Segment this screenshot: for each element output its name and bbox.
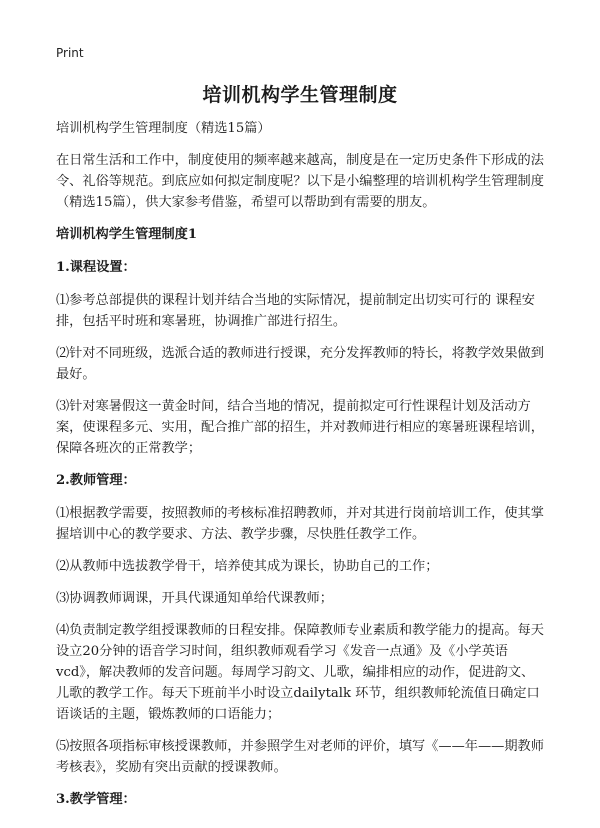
- page-title: 培训机构学生管理制度: [202, 84, 398, 106]
- teacher-item-5: ⑸按照各项指标审核授课教师，并参照学生对老师的评价，填写《——年——期教师考核表》，奖励有突出贡献的授课教师。: [56, 739, 544, 775]
- teacher-item-1: ⑴根据教学需要，按照教师的考核标准招聘教师，并对其进行岗前培训工作，使其掌握培训中心的教学要求、方法、教学步骤，尽快胜任教学工作。: [56, 506, 544, 542]
- document-subtitle: 培训机构学生管理制度（精选15篇）: [56, 121, 271, 136]
- teacher-item-4: ⑷负责制定教学组授课教师的日程安排。保障教师专业素质和教学能力的提高。每天设立20分钟的语音学习时间，组织教师观看学习《发音一点通》及《小学英语vcd》，解决教师的发音问题。每周学习韵文、儿歌，编排相应的动作，促进韵文、儿歌的教学工作。每天下班前半小时设立dailytalk 环节，组织教师轮流值日确定口语谈话的主题，锻炼教师的口语能力；: [56, 623, 544, 722]
- section-heading: 培训机构学生管理制度1: [56, 227, 198, 242]
- print-link[interactable]: Print: [56, 46, 84, 60]
- course-item-1: ⑴参考总部提供的课程计划并结合当地的实际情况，提前制定出切实可行的 课程安排，包括平时班和寒暑班，协调推广部进行招生。: [56, 293, 535, 329]
- course-item-2: ⑵针对不同班级，选派合适的教师进行授课，充分发挥教师的特长，将教学效果做到最好。: [56, 346, 544, 382]
- teacher-heading: 2.教师管理：: [56, 473, 136, 488]
- teaching-heading: 3.教学管理：: [56, 792, 136, 807]
- document-body: [56, 118, 546, 822]
- intro-paragraph: 在日常生活和工作中，制度使用的频率越来越高，制度是在一定历史条件下形成的法令、礼俗等规范。到底应如何拟定制度呢？以下是小编整理的培训机构学生管理制度（精选15篇），供大家参考借鉴，希望可以帮助到有需要的朋友。: [56, 153, 544, 210]
- teacher-item-2: ⑵从教师中选拔教学骨干，培养使其成为课长，协助自己的工作；: [56, 559, 439, 574]
- course-item-3: ⑶针对寒暑假这一黄金时间，结合当地的情况，提前拟定可行性课程计划及活动方案，使课程多元、实用，配合推广部的招生，并对教师进行相应的寒暑班课程培训，保障各班次的正常教学；: [56, 399, 544, 456]
- course-heading: 1.课程设置：: [56, 260, 136, 275]
- teacher-item-3: ⑶协调教师调课，开具代课通知单给代课教师；: [56, 591, 333, 606]
